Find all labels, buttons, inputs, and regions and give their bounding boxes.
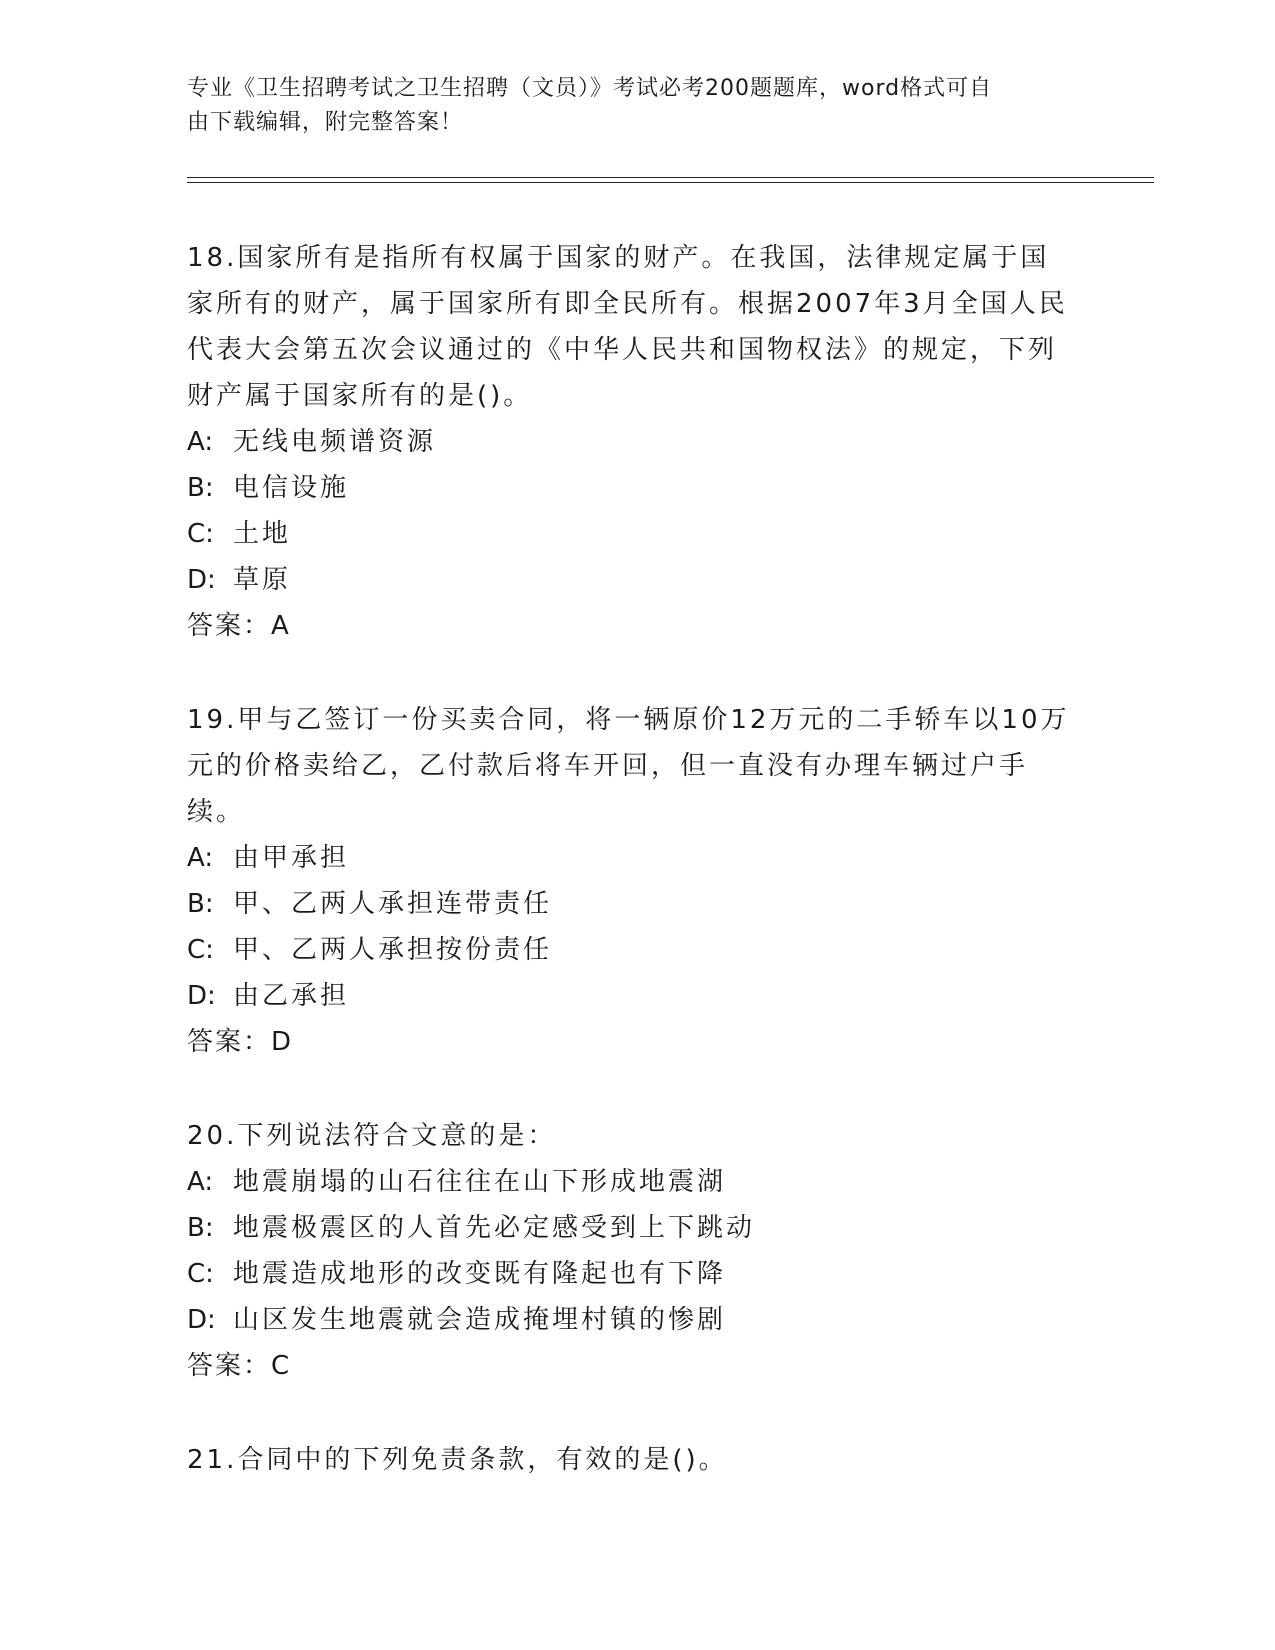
option-text: 土地 bbox=[233, 519, 292, 549]
option-text: 由甲承担 bbox=[233, 843, 350, 873]
answer-value: C bbox=[271, 1351, 291, 1381]
answer-value: D bbox=[271, 1027, 293, 1057]
option-d bbox=[187, 1297, 1087, 1343]
question-21 bbox=[187, 1437, 1087, 1483]
question-text: 20.下列说法符合文意的是： bbox=[187, 1121, 557, 1151]
question-text: 19.甲与乙签订一份买卖合同，将一辆原价12万元的二手轿车以10万元的价格卖给乙，乙付款后将车开回，但一直没有办理车辆过户手续。 bbox=[187, 705, 1070, 827]
answer-line bbox=[187, 603, 1087, 649]
answer-label: 答案： bbox=[187, 611, 272, 641]
question-20 bbox=[187, 1113, 1087, 1389]
option-c bbox=[187, 927, 1087, 973]
question-list bbox=[187, 235, 1087, 1531]
option-text: 地震极震区的人首先必定感受到上下跳动 bbox=[233, 1213, 756, 1243]
option-a bbox=[187, 835, 1087, 881]
question-text: 18.国家所有是指所有权属于国家的财产。在我国，法律规定属于国家所有的财产，属于国家所有即全民所有。根据2007年3月全国人民代表大会第五次会议通过的《中华人民共和国物权法》的规定，下列财产属于国家所有的是()。 bbox=[187, 243, 1068, 411]
option-a bbox=[187, 1159, 1087, 1205]
option-b bbox=[187, 1205, 1087, 1251]
option-text: 无线电频谱资源 bbox=[233, 427, 437, 457]
header-divider-bottom bbox=[187, 182, 1154, 183]
option-c bbox=[187, 1251, 1087, 1297]
option-c bbox=[187, 511, 1087, 557]
option-text: 山区发生地震就会造成掩埋村镇的惨剧 bbox=[233, 1305, 727, 1335]
answer-label: 答案： bbox=[187, 1351, 272, 1381]
option-b bbox=[187, 465, 1087, 511]
question-text: 21.合同中的下列免责条款，有效的是()。 bbox=[187, 1445, 728, 1475]
option-letter: A: bbox=[187, 1167, 214, 1197]
option-d bbox=[187, 557, 1087, 603]
answer-label: 答案： bbox=[187, 1027, 272, 1057]
answer-line bbox=[187, 1343, 1087, 1389]
option-letter: B: bbox=[187, 889, 214, 919]
question-19 bbox=[187, 697, 1087, 1065]
option-b bbox=[187, 881, 1087, 927]
option-letter: A: bbox=[187, 843, 214, 873]
option-letter: D: bbox=[187, 565, 216, 595]
option-letter: C: bbox=[187, 1259, 214, 1289]
option-text: 草原 bbox=[233, 565, 292, 595]
option-letter: D: bbox=[187, 981, 216, 1011]
header-line-1: 专业《卫生招聘考试之卫生招聘（文员）》考试必考200题题库，word格式可自 bbox=[187, 76, 993, 101]
option-a bbox=[187, 419, 1087, 465]
option-letter: C: bbox=[187, 935, 214, 965]
answer-value: A bbox=[271, 611, 290, 641]
option-letter: B: bbox=[187, 473, 214, 503]
question-18 bbox=[187, 235, 1087, 649]
option-text: 由乙承担 bbox=[233, 981, 350, 1011]
option-d bbox=[187, 973, 1087, 1019]
option-letter: A: bbox=[187, 427, 214, 457]
option-text: 电信设施 bbox=[233, 473, 350, 503]
header-divider-top bbox=[187, 177, 1154, 178]
document-header bbox=[187, 72, 1087, 140]
option-letter: C: bbox=[187, 519, 214, 549]
option-text: 地震崩塌的山石往往在山下形成地震湖 bbox=[233, 1167, 727, 1197]
option-text: 地震造成地形的改变既有隆起也有下降 bbox=[233, 1259, 727, 1289]
option-text: 甲、乙两人承担连带责任 bbox=[233, 889, 553, 919]
option-text: 甲、乙两人承担按份责任 bbox=[233, 935, 553, 965]
header-line-2: 由下载编辑，附完整答案！ bbox=[187, 110, 464, 135]
answer-line bbox=[187, 1019, 1087, 1065]
option-letter: B: bbox=[187, 1213, 214, 1243]
option-letter: D: bbox=[187, 1305, 216, 1335]
